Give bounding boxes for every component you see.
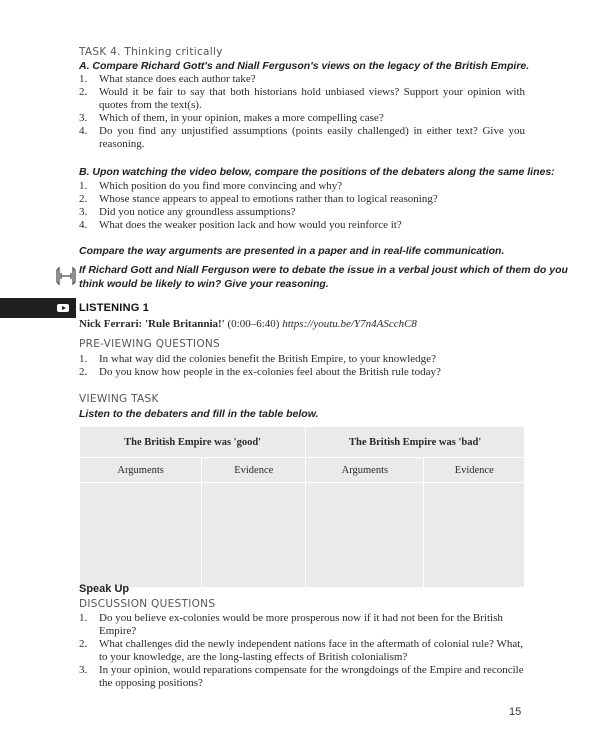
discussion-list xyxy=(79,612,525,690)
table-cell[interactable] xyxy=(202,483,306,588)
compare-line: Compare the way arguments are presented in a paper and in real-life communication. xyxy=(79,245,505,257)
video-link[interactable]: https://youtu.be/Y7n4AScchC8 xyxy=(282,318,417,330)
table-group-bad: The British Empire was 'bad' xyxy=(306,427,525,458)
source-title: Nick Ferrari: 'Rule Britannia!' xyxy=(79,318,225,330)
table-group-good: The British Empire was 'good' xyxy=(80,427,306,458)
pre-viewing-list xyxy=(79,353,525,379)
col-arguments-bad: Arguments xyxy=(306,458,424,483)
partA-list xyxy=(79,73,525,151)
list-item: 4. What does the weaker position lack and how would you reinforce it? xyxy=(79,219,402,231)
video-play-icon[interactable] xyxy=(57,304,69,312)
list-item: 1. Do you believe ex-colonies would be more prosperous now if it had not been for the British Empire? xyxy=(79,612,503,637)
col-arguments-good: Arguments xyxy=(80,458,202,483)
listening-heading: LISTENING 1 xyxy=(79,302,150,314)
viewing-task-heading: VIEWING TASK xyxy=(79,393,159,405)
table-cell[interactable] xyxy=(424,483,525,588)
list-item: 2. Would it be fair to say that both historians hold unbiased views? Support your opinion with quotes from the text(s). xyxy=(79,86,525,111)
col-evidence-good: Evidence xyxy=(202,458,306,483)
table-cell[interactable] xyxy=(306,483,424,588)
list-item: 4. Do you find any unjustified assumptions (points easily challenged) in either text? Give you reasoning. xyxy=(79,125,525,150)
listening-source xyxy=(79,318,417,330)
discussion-heading: DISCUSSION QUESTIONS xyxy=(79,598,216,610)
speak-up-heading: Speak Up xyxy=(79,583,130,595)
list-item: 2. Do you know how people in the ex-colonies feel about the British rule today? xyxy=(79,366,441,378)
task4-heading: TASK 4. Thinking critically xyxy=(79,46,223,58)
page-number: 15 xyxy=(509,706,522,718)
fill-in-table xyxy=(79,426,525,588)
table-cell[interactable] xyxy=(80,483,202,588)
pre-viewing-heading: PRE-VIEWING QUESTIONS xyxy=(79,338,221,350)
list-item: 1. What stance does each author take? xyxy=(79,73,256,85)
list-item: 1. Which position do you find more convincing and why? xyxy=(79,180,343,192)
source-time: (0:00–6:40) xyxy=(224,318,283,330)
list-item: 3. In your opinion, would reparations compensate for the wrongdoings of the Empire and reconcile the opposing positions? xyxy=(79,664,524,689)
list-item: 3. Did you notice any groundless assumptions? xyxy=(79,206,296,218)
task4-partA-title: A. Compare Richard Gott's and Niall Ferguson's views on the legacy of the British Empire. xyxy=(79,60,530,72)
col-evidence-bad: Evidence xyxy=(424,458,525,483)
viewing-instruction: Listen to the debaters and fill in the table below. xyxy=(79,408,319,420)
list-item: 3. Which of them, in your opinion, makes a more compelling case? xyxy=(79,112,384,124)
pair-work-icon xyxy=(55,266,77,286)
task4-partB-title: B. Upon watching the video below, compare the positions of the debaters along the same lines: xyxy=(79,166,555,178)
pair-question-line2: think would be likely to win? Give your reasoning. xyxy=(79,278,329,290)
list-item: 1. In what way did the colonies benefit the British Empire, to your knowledge? xyxy=(79,353,436,365)
partB-list xyxy=(79,180,525,232)
pair-question-line1: If Richard Gott and Niall Ferguson were to debate the issue in a verbal joust which of them do you xyxy=(79,264,568,276)
list-item: 2. Whose stance appears to appeal to emotions rather than to logical reasoning? xyxy=(79,193,438,205)
list-item: 2. What challenges did the newly independent nations face in the aftermath of colonial rule? What, to your knowledge, are the long-lasting effects of British colonialism? xyxy=(79,638,524,663)
